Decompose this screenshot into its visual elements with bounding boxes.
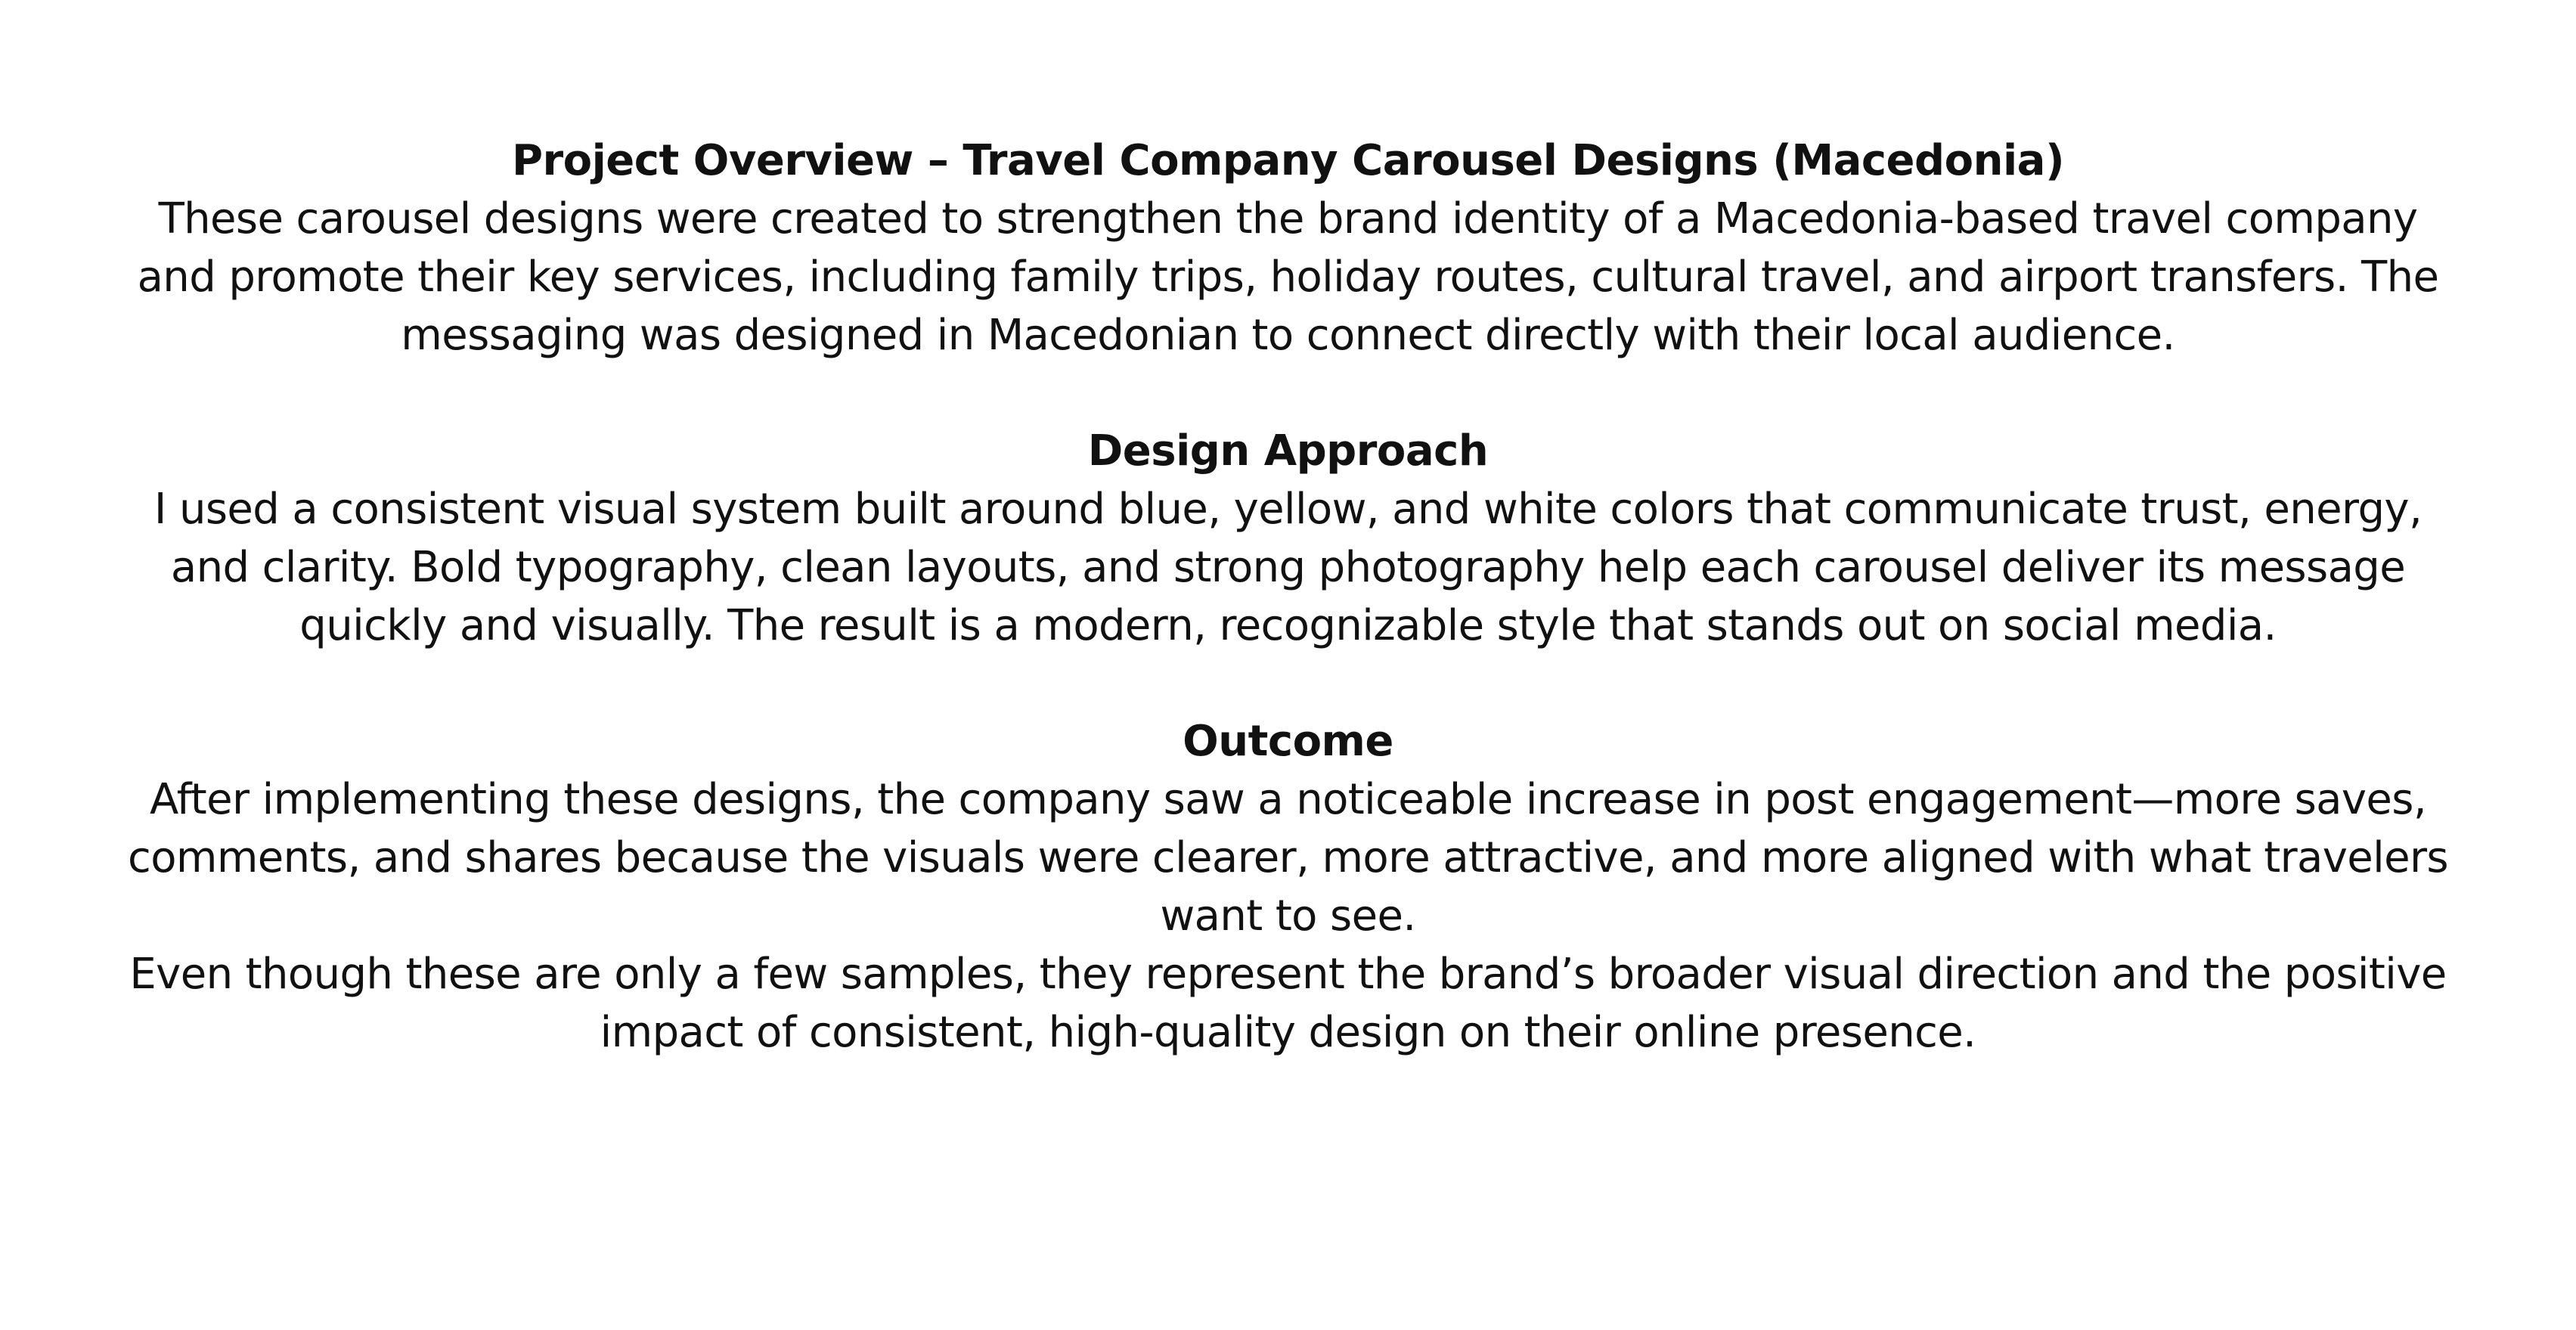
project-overview-paragraph: These carousel designs were created to strengthen the brand identity of a Macedonia-based travel company and promote their key services, including family trips, holiday routes, cultural travel, and airport transfers. The messaging was designed in Macedonian to connect directly with their local audience. [137, 194, 2439, 360]
project-overview-title: Project Overview – Travel Company Carousel Designs (Macedonia) [511, 136, 2065, 185]
section-spacer [113, 364, 2463, 423]
outcome-paragraph-1: After implementing these designs, the company saw a noticeable increase in post engagement—more saves, comments, and shares because the visuals were clearer, more attractive, and more aligned with what travelers want to see. [128, 775, 2448, 941]
design-approach-paragraph: I used a consistent visual system built around blue, yellow, and white colors that communicate trust, energy, and clarity. Bold typography, clean layouts, and strong photography help each carousel deliver its message quickly and visually. The result is a modern, recognizable style that stands out on social media. [153, 485, 2423, 650]
outcome-paragraph-2: Even though these are only a few samples, they represent the brand’s broader visual direction and the positive impact of consistent, high-quality design on their online presence. [129, 950, 2447, 1057]
outcome-title: Outcome [1183, 717, 1393, 766]
design-approach-title: Design Approach [1087, 426, 1489, 476]
section-spacer [113, 655, 2463, 713]
document-content [113, 132, 2463, 1062]
